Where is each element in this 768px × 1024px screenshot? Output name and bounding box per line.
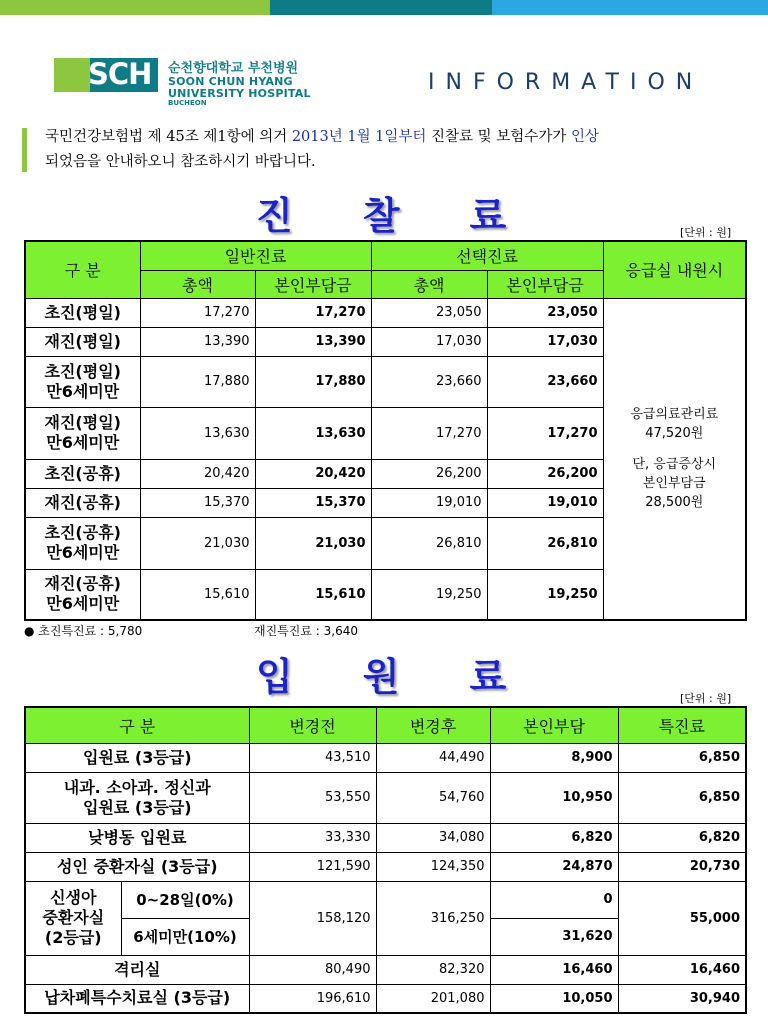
cell-value: 16,460 xyxy=(618,955,746,984)
title-char: 료 xyxy=(469,655,507,699)
unit-label: [단위 : 원] xyxy=(680,226,732,239)
logo-name-korean: 순천향대학교 부천병원 xyxy=(168,61,299,76)
row-label: 입원료 (3등급) xyxy=(25,743,249,772)
cell-value: 31,620 xyxy=(490,918,618,955)
cell-value: 34,080 xyxy=(376,823,490,852)
cell-value: 53,550 xyxy=(249,772,376,823)
cell-value: 17,030 xyxy=(487,327,603,356)
row-label-line: 입원료 (3등급) xyxy=(82,797,192,817)
row-label xyxy=(25,517,140,569)
row-label: 낮병동 입원료 xyxy=(25,823,249,852)
er-note-line: 단, 응급증상시 xyxy=(632,457,717,473)
row-label: 초진(공휴) xyxy=(25,459,140,488)
header-total: 총액 xyxy=(140,270,255,298)
row-label: 격리실 xyxy=(25,955,249,984)
cell-value: 15,370 xyxy=(140,488,255,517)
cell-value: 30,940 xyxy=(618,984,746,1013)
cell-value: 80,490 xyxy=(249,955,376,984)
row-label-line: 만6세미만 xyxy=(46,381,120,401)
cell-value: 6,820 xyxy=(618,823,746,852)
logo-mark xyxy=(54,58,158,92)
row-label: 초진(평일) xyxy=(25,298,140,327)
unit-label: [단위 : 원] xyxy=(680,692,732,705)
cell-value: 24,870 xyxy=(490,852,618,881)
table-row xyxy=(25,743,746,772)
row-label-line: 초진(공휴) xyxy=(44,523,121,542)
cell-value: 10,050 xyxy=(490,984,618,1013)
cell-value: 20,420 xyxy=(140,459,255,488)
cell-value: 10,950 xyxy=(490,772,618,823)
table-row xyxy=(25,772,746,823)
sub-row-label: 0~28일(0%) xyxy=(121,881,249,918)
row-label-line: 중환자실 xyxy=(42,908,105,927)
er-note-line: 47,520원 xyxy=(645,426,704,442)
title-char: 원 xyxy=(362,655,400,699)
cell-value: 43,510 xyxy=(249,743,376,772)
notice-date: 2013년 1월 1일부터 xyxy=(291,129,427,145)
row-label xyxy=(25,569,140,620)
row-label-line: 재진(평일) xyxy=(44,413,121,432)
first-visit-special-fee: ● 초진특진료 : 5,780 xyxy=(24,624,143,638)
cell-value: 196,610 xyxy=(249,984,376,1013)
cell-value: 6,850 xyxy=(618,743,746,772)
title-char: 진 xyxy=(256,194,293,238)
row-label-line: 내과. 소아과. 정신과 xyxy=(63,777,211,797)
header-selective: 선택진료 xyxy=(371,241,603,270)
hospitalization-fee-title xyxy=(256,646,506,701)
consultation-fee-title xyxy=(256,185,506,240)
cell-value: 82,320 xyxy=(376,955,490,984)
table-row xyxy=(25,955,746,984)
cell-value: 26,810 xyxy=(371,517,487,569)
cell-value: 23,660 xyxy=(371,356,487,407)
cell-value: 17,030 xyxy=(371,327,487,356)
cell-value: 19,010 xyxy=(487,488,603,517)
sub-row-label: 6세미만(10%) xyxy=(121,918,249,955)
header-er: 응급실 내원시 xyxy=(603,241,746,298)
logo-mark-text: SCH xyxy=(88,57,152,91)
er-note-line: 본인부담금 xyxy=(642,476,706,492)
cell-value: 0 xyxy=(490,881,618,918)
table-row xyxy=(25,298,746,327)
row-label xyxy=(25,881,121,955)
cell-value: 124,350 xyxy=(376,852,490,881)
cell-value: 158,120 xyxy=(249,881,376,955)
row-label-line: 신생아 xyxy=(50,888,97,907)
row-label-line: 재진(공휴) xyxy=(44,574,121,594)
notice-text xyxy=(45,125,745,175)
revisit-special-fee: 재진특진료 : 3,640 xyxy=(254,624,358,638)
logo-name-english-1: SOON CHUN HYANG xyxy=(168,75,293,88)
header-special: 특진료 xyxy=(618,707,746,743)
top-bar-green xyxy=(0,0,270,15)
er-note-line: 응급의료관리료 xyxy=(630,407,719,423)
header-copay: 본인부담금 xyxy=(487,270,603,298)
row-label-line: 초진(평일) xyxy=(44,361,121,381)
cell-value: 13,630 xyxy=(140,407,255,459)
cell-value: 19,250 xyxy=(487,569,603,620)
row-label: 성인 중환자실 (3등급) xyxy=(25,852,249,881)
row-label xyxy=(25,772,249,823)
table-row xyxy=(25,881,746,918)
table-row xyxy=(25,852,746,881)
notice-accent-bar xyxy=(22,128,27,172)
cell-value: 17,270 xyxy=(140,298,255,327)
cell-value: 21,030 xyxy=(140,517,255,569)
cell-value: 23,050 xyxy=(487,298,603,327)
cell-value: 8,900 xyxy=(490,743,618,772)
cell-value: 20,420 xyxy=(255,459,371,488)
cell-value: 17,270 xyxy=(255,298,371,327)
cell-value: 26,200 xyxy=(371,459,487,488)
notice-rise: 인상 xyxy=(570,129,599,145)
consultation-fee-table xyxy=(24,240,747,621)
logo-name-english-2: UNIVERSITY HOSPITAL xyxy=(168,87,311,100)
row-label xyxy=(25,407,140,459)
header-category: 구 분 xyxy=(25,241,140,298)
cell-value: 23,050 xyxy=(371,298,487,327)
cell-value: 13,390 xyxy=(255,327,371,356)
row-label-line: 만6세미만 xyxy=(46,594,120,614)
table-row xyxy=(25,984,746,1013)
cell-value: 13,390 xyxy=(140,327,255,356)
cell-value: 23,660 xyxy=(487,356,603,407)
notice-part-2: 진찰료 및 보험수가가 xyxy=(426,129,571,145)
row-label: 재진(공휴) xyxy=(25,488,140,517)
title-char: 찰 xyxy=(362,194,400,238)
notice-part-1: 국민건강보험법 제 45조 제1항에 의거 xyxy=(45,129,292,145)
logo-name-english-3: BUCHEON xyxy=(168,99,207,107)
title-char: 료 xyxy=(469,194,507,238)
header-total: 총액 xyxy=(371,270,487,298)
special-fee-footnote xyxy=(24,622,358,639)
row-label: 납차폐특수치료실 (3등급) xyxy=(25,984,249,1013)
cell-value: 16,460 xyxy=(490,955,618,984)
cell-value: 201,080 xyxy=(376,984,490,1013)
top-bar-teal xyxy=(270,0,492,15)
cell-value: 21,030 xyxy=(255,517,371,569)
row-label-line: 만6세미만 xyxy=(46,433,120,452)
header-category: 구 분 xyxy=(25,707,249,743)
header-copay: 본인부담 xyxy=(490,707,618,743)
cell-value: 55,000 xyxy=(618,881,746,955)
cell-value: 19,010 xyxy=(371,488,487,517)
er-note-line: 28,500원 xyxy=(645,495,704,511)
cell-value: 17,270 xyxy=(371,407,487,459)
cell-value: 316,250 xyxy=(376,881,490,955)
cell-value: 15,610 xyxy=(255,569,371,620)
er-note xyxy=(603,298,746,620)
row-label: 재진(평일) xyxy=(25,327,140,356)
cell-value: 44,490 xyxy=(376,743,490,772)
cell-value: 13,630 xyxy=(255,407,371,459)
cell-value: 17,880 xyxy=(140,356,255,407)
cell-value: 6,850 xyxy=(618,772,746,823)
information-heading: INFORMATION xyxy=(428,70,704,95)
cell-value: 26,810 xyxy=(487,517,603,569)
header-before: 변경전 xyxy=(249,707,376,743)
row-label xyxy=(25,356,140,407)
cell-value: 6,820 xyxy=(490,823,618,852)
hospitalization-fee-table xyxy=(24,706,747,1014)
header-after: 변경후 xyxy=(376,707,490,743)
row-label-line: (2등급) xyxy=(44,928,102,947)
title-char: 입 xyxy=(256,655,293,699)
header-general: 일반진료 xyxy=(140,241,371,270)
cell-value: 20,730 xyxy=(618,852,746,881)
top-bar-sky xyxy=(492,0,768,15)
cell-value: 17,270 xyxy=(487,407,603,459)
cell-value: 15,370 xyxy=(255,488,371,517)
table-row xyxy=(25,823,746,852)
cell-value: 19,250 xyxy=(371,569,487,620)
cell-value: 26,200 xyxy=(487,459,603,488)
row-label-line: 만6세미만 xyxy=(46,543,120,562)
cell-value: 15,610 xyxy=(140,569,255,620)
cell-value: 121,590 xyxy=(249,852,376,881)
cell-value: 17,880 xyxy=(255,356,371,407)
cell-value: 54,760 xyxy=(376,772,490,823)
notice-part-3: 되었음을 안내하오니 참조하시기 바랍니다. xyxy=(45,154,316,170)
cell-value: 33,330 xyxy=(249,823,376,852)
header-copay: 본인부담금 xyxy=(255,270,371,298)
